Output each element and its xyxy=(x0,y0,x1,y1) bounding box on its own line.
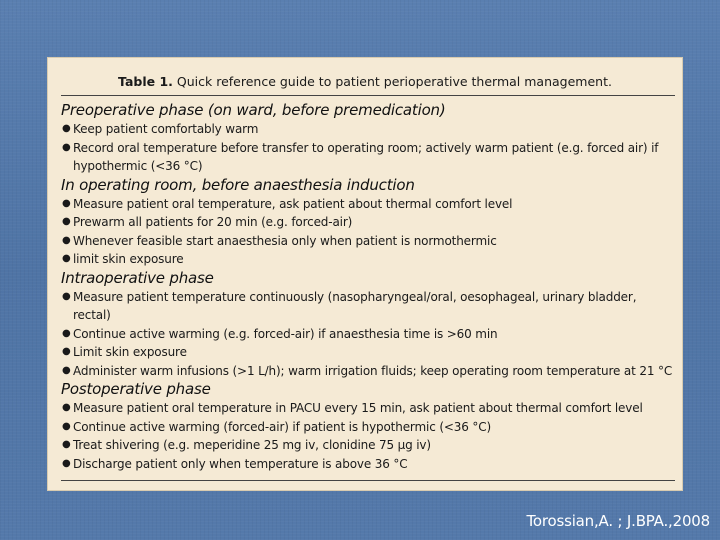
bullet-icon: ● xyxy=(62,364,71,376)
list-item xyxy=(61,362,675,381)
list-item xyxy=(61,232,675,251)
list-item xyxy=(61,139,675,176)
section-postoperative xyxy=(61,380,675,473)
list-item xyxy=(61,195,675,214)
table-title xyxy=(48,74,682,89)
section-operating-room xyxy=(61,176,675,269)
section-intraoperative xyxy=(61,269,675,381)
bullet-icon: ● xyxy=(62,439,71,450)
list-item-text: Prewarm all patients for 20 min (e.g. forced-air) xyxy=(73,215,353,229)
bullet-icon: ● xyxy=(62,253,71,264)
section-heading: In operating room, before anaesthesia induction xyxy=(61,175,415,194)
list-item xyxy=(61,418,675,437)
list-item-text: Keep patient comfortably warm xyxy=(73,122,259,136)
table-title-text: Quick reference guide to patient perioperative thermal management. xyxy=(176,74,612,89)
list-item-text: Measure patient oral temperature, ask patient about thermal comfort level xyxy=(73,196,513,211)
bullet-icon: ● xyxy=(62,457,71,469)
list-item xyxy=(61,288,675,325)
bullet-icon: ● xyxy=(62,234,71,246)
list-item-text: Whenever feasible start anaesthesia only when patient is normothermic xyxy=(73,233,497,248)
table-bottom-rule xyxy=(61,480,675,481)
list-item-text: Limit skin exposure xyxy=(73,345,187,359)
list-item xyxy=(61,120,675,139)
bullet-icon: ● xyxy=(62,420,71,432)
bullet-icon: ● xyxy=(62,290,71,302)
list-item xyxy=(61,325,675,344)
list-item-text: Administer warm infusions (>1 L/h); warm irrigation fluids; keep operating room temperature at 21 °C xyxy=(73,363,673,378)
citation: Torossian,A. ; J.BPA.,2008 xyxy=(526,512,710,530)
bullet-icon: ● xyxy=(62,216,71,227)
list-item-text: Continue active warming (e.g. forced-air) if anaesthesia time is >60 min xyxy=(73,326,498,341)
bullet-icon: ● xyxy=(62,123,71,134)
bullet-icon: ● xyxy=(62,327,71,339)
list-item-text: Measure patient oral temperature in PACU every 15 min, ask patient about thermal comfort level xyxy=(73,401,643,415)
bullet-icon: ● xyxy=(62,141,71,153)
section-heading: Postoperative phase xyxy=(61,380,211,398)
bullet-icon: ● xyxy=(62,197,71,209)
list-item xyxy=(61,213,675,232)
list-item xyxy=(61,399,675,418)
list-item xyxy=(61,455,675,474)
list-item-text: Discharge patient only when temperature is above 36 °C xyxy=(73,456,408,471)
list-item-text: Record oral temperature before transfer to operating room; actively warm patient (e.g. forced air) if hypothermic (<36 °C) xyxy=(73,140,659,173)
list-item xyxy=(61,343,675,362)
table-title-number: Table 1. xyxy=(118,74,173,89)
bullet-icon: ● xyxy=(62,402,71,413)
table-body xyxy=(61,101,675,473)
bullet-icon: ● xyxy=(62,346,71,357)
list-item-text: Treat shivering (e.g. meperidine 25 mg iv, clonidine 75 µg iv) xyxy=(73,438,431,452)
section-heading: Intraoperative phase xyxy=(61,268,214,287)
table-top-rule xyxy=(61,95,675,96)
section-preoperative xyxy=(61,101,675,176)
list-item xyxy=(61,436,675,455)
section-heading: Preoperative phase (on ward, before premedication) xyxy=(61,101,446,119)
list-item-text: Continue active warming (forced-air) if patient is hypothermic (<36 °C) xyxy=(73,419,492,434)
table-card xyxy=(47,57,683,491)
list-item xyxy=(61,250,675,269)
list-item-text: Measure patient temperature continuously (nasopharyngeal/oral, oesophageal, urinary bladder, rectal) xyxy=(73,289,637,322)
list-item-text: limit skin exposure xyxy=(73,252,184,266)
